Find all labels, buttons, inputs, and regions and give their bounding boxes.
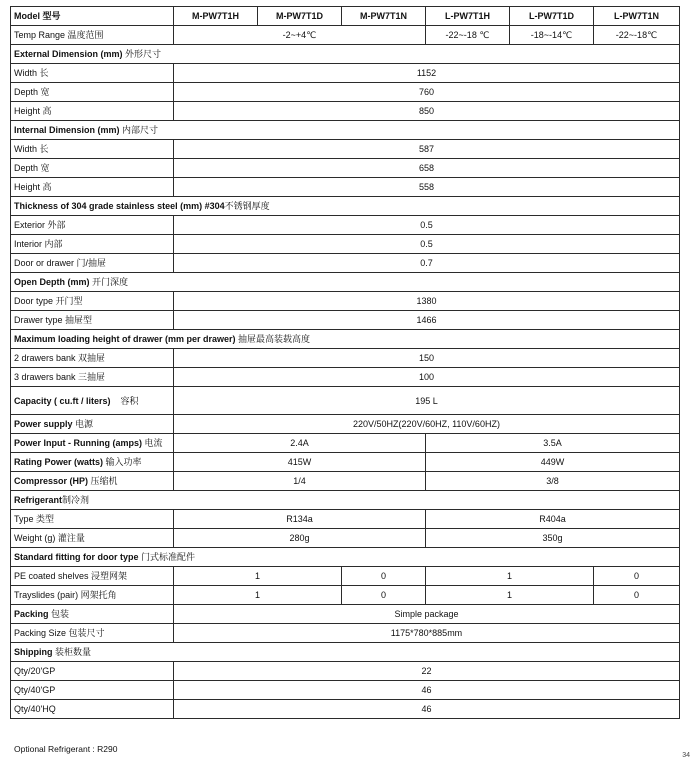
row-label: Drawer type 抽屉型 <box>11 311 174 330</box>
cell-value: 558 <box>174 178 680 197</box>
cell-value: -18~-14℃ <box>510 26 594 45</box>
model-header: M-PW7T1H <box>174 7 258 26</box>
cell-value: 100 <box>174 368 680 387</box>
row-label: Height 高 <box>11 102 174 121</box>
section-title: Standard fitting for door type <box>14 552 141 562</box>
section-title: Internal Dimension (mm) <box>14 125 123 135</box>
section-title-cn: 开门深度 <box>92 277 129 287</box>
row-label: Temp Range 温度范围 <box>11 26 174 45</box>
row-label: Capacity ( cu.ft / liters) <box>14 395 114 406</box>
table-row <box>11 586 680 605</box>
row-label: Power supply <box>14 419 76 429</box>
row-label: Compressor (HP) <box>14 476 91 486</box>
cell-value: 46 <box>174 681 680 700</box>
row-label-cn: 电源 <box>75 419 94 429</box>
section-title-cn: 外形尺寸 <box>125 49 162 59</box>
section-header <box>11 491 680 510</box>
model-header: L-PW7T1D <box>510 7 594 26</box>
table-row <box>11 368 680 387</box>
cell-value: 1 <box>426 586 594 605</box>
cell-value: 350g <box>426 529 680 548</box>
cell-value: 150 <box>174 349 680 368</box>
cell-value: 0 <box>594 567 680 586</box>
section-title-cn: 制冷剂 <box>62 495 90 505</box>
row-label: Qty/40'HQ <box>11 700 174 719</box>
row-label: 2 drawers bank 双抽屉 <box>11 349 174 368</box>
cell-value: 0 <box>342 567 426 586</box>
cell-value: 0.7 <box>174 254 680 273</box>
section-title-cn: 不锈钢厚度 <box>224 201 270 211</box>
power-input-row <box>11 434 680 453</box>
row-label: Qty/40'GP <box>11 681 174 700</box>
row-label: Trayslides (pair) 网架托角 <box>11 586 174 605</box>
cell-value: 22 <box>174 662 680 681</box>
page-number: 34 <box>682 752 690 759</box>
cell-value: 46 <box>174 700 680 719</box>
cell-value: 658 <box>174 159 680 178</box>
row-label: Width 长 <box>11 64 174 83</box>
row-label: Packing Size 包装尺寸 <box>11 624 174 643</box>
section-header <box>11 330 680 349</box>
cell-value: 1175*780*885mm <box>174 624 680 643</box>
cell-value: -2~+4℃ <box>174 26 426 45</box>
cell-value: 280g <box>174 529 426 548</box>
cell-value: 760 <box>174 83 680 102</box>
section-header <box>11 273 680 292</box>
cell-value: 1152 <box>174 64 680 83</box>
row-label: Exterior 外部 <box>11 216 174 235</box>
cell-value: 2.4A <box>174 434 426 453</box>
cell-value: 0 <box>342 586 426 605</box>
table-row <box>11 529 680 548</box>
section-title-cn: 门式标准配件 <box>141 552 196 562</box>
table-row <box>11 662 680 681</box>
table-row <box>11 235 680 254</box>
compressor-row <box>11 472 680 491</box>
rating-power-row <box>11 453 680 472</box>
table-row <box>11 254 680 273</box>
temp-range-row <box>11 26 680 45</box>
row-label: Interior 内部 <box>11 235 174 254</box>
cell-value: 449W <box>426 453 680 472</box>
cell-value: 1 <box>174 567 342 586</box>
table-row <box>11 681 680 700</box>
cell-value: 220V/50HZ(220V/60HZ, 110V/60HZ) <box>174 415 680 434</box>
row-label: Height 高 <box>11 178 174 197</box>
section-title-cn: 装柜数量 <box>55 647 92 657</box>
model-header: M-PW7T1N <box>342 7 426 26</box>
table-row <box>11 102 680 121</box>
row-label: PE coated shelves 浸塑网架 <box>11 567 174 586</box>
row-label: Width 长 <box>11 140 174 159</box>
cell-value: 1 <box>426 567 594 586</box>
cell-value: R134a <box>174 510 426 529</box>
spec-table <box>10 6 680 719</box>
cell-value: 0.5 <box>174 216 680 235</box>
section-header <box>11 45 680 64</box>
section-header <box>11 197 680 216</box>
cell-value: 195 L <box>174 387 680 415</box>
table-row <box>11 349 680 368</box>
section-title: Maximum loading height of drawer (mm per drawer) <box>14 334 239 344</box>
model-label: Model 型号 <box>11 7 174 26</box>
cell-value: 1380 <box>174 292 680 311</box>
model-header: L-PW7T1H <box>426 7 510 26</box>
table-row <box>11 216 680 235</box>
row-label: 3 drawers bank 三抽屉 <box>11 368 174 387</box>
cell-value: 1466 <box>174 311 680 330</box>
row-label: Depth 宽 <box>11 83 174 102</box>
section-title: Open Depth (mm) <box>14 277 92 287</box>
cell-value: 0.5 <box>174 235 680 254</box>
power-supply-row <box>11 415 680 434</box>
table-row <box>11 159 680 178</box>
capacity-row <box>11 387 680 415</box>
cell-value: 0 <box>594 586 680 605</box>
row-label: Type 类型 <box>11 510 174 529</box>
header-row <box>11 7 680 26</box>
section-title-cn: 内部尺寸 <box>122 125 159 135</box>
table-row <box>11 567 680 586</box>
row-label: Weight (g) 灌注量 <box>11 529 174 548</box>
cell-value: Simple package <box>174 605 680 624</box>
section-title: Shipping <box>14 647 55 657</box>
row-label: Depth 宽 <box>11 159 174 178</box>
section-title: Thickness of 304 grade stainless steel (mm) #304 <box>14 201 225 211</box>
table-row <box>11 64 680 83</box>
row-label-cn: 包装 <box>51 609 70 619</box>
row-label: Packing <box>14 609 52 619</box>
cell-value: 1/4 <box>174 472 426 491</box>
table-row <box>11 311 680 330</box>
packing-row <box>11 605 680 624</box>
row-label: Power Input - Running (amps) <box>14 438 145 448</box>
packing-size-row <box>11 624 680 643</box>
section-title: Refrigerant <box>14 495 63 505</box>
section-header <box>11 643 680 662</box>
row-label-cn: 压缩机 <box>90 476 118 486</box>
cell-value: 3.5A <box>426 434 680 453</box>
section-header <box>11 121 680 140</box>
cell-value: -22~-18℃ <box>594 26 680 45</box>
cell-value: -22~-18 ℃ <box>426 26 510 45</box>
table-row <box>11 178 680 197</box>
table-row <box>11 83 680 102</box>
section-title-cn: 抽屉最高装载高度 <box>238 334 311 344</box>
model-header: L-PW7T1N <box>594 7 680 26</box>
row-label: Door type 开门型 <box>11 292 174 311</box>
row-label: Qty/20'GP <box>11 662 174 681</box>
cell-value: 1 <box>174 586 342 605</box>
table-row <box>11 292 680 311</box>
cell-value: R404a <box>426 510 680 529</box>
row-label-cn: 电流 <box>144 438 163 448</box>
section-title: External Dimension (mm) <box>14 49 126 59</box>
model-header: M-PW7T1D <box>258 7 342 26</box>
cell-value: 587 <box>174 140 680 159</box>
footnote: Optional Refrigerant : R290 <box>14 744 118 754</box>
table-row <box>11 700 680 719</box>
row-label: Door or drawer 门/抽屉 <box>11 254 174 273</box>
section-header <box>11 548 680 567</box>
table-row <box>11 140 680 159</box>
cell-value: 3/8 <box>426 472 680 491</box>
row-label-cn: 输入功率 <box>105 457 142 467</box>
table-row <box>11 510 680 529</box>
row-label: Rating Power (watts) <box>14 457 106 467</box>
cell-value: 850 <box>174 102 680 121</box>
cell-value: 415W <box>174 453 426 472</box>
row-label-cn: 容积 <box>120 395 139 406</box>
